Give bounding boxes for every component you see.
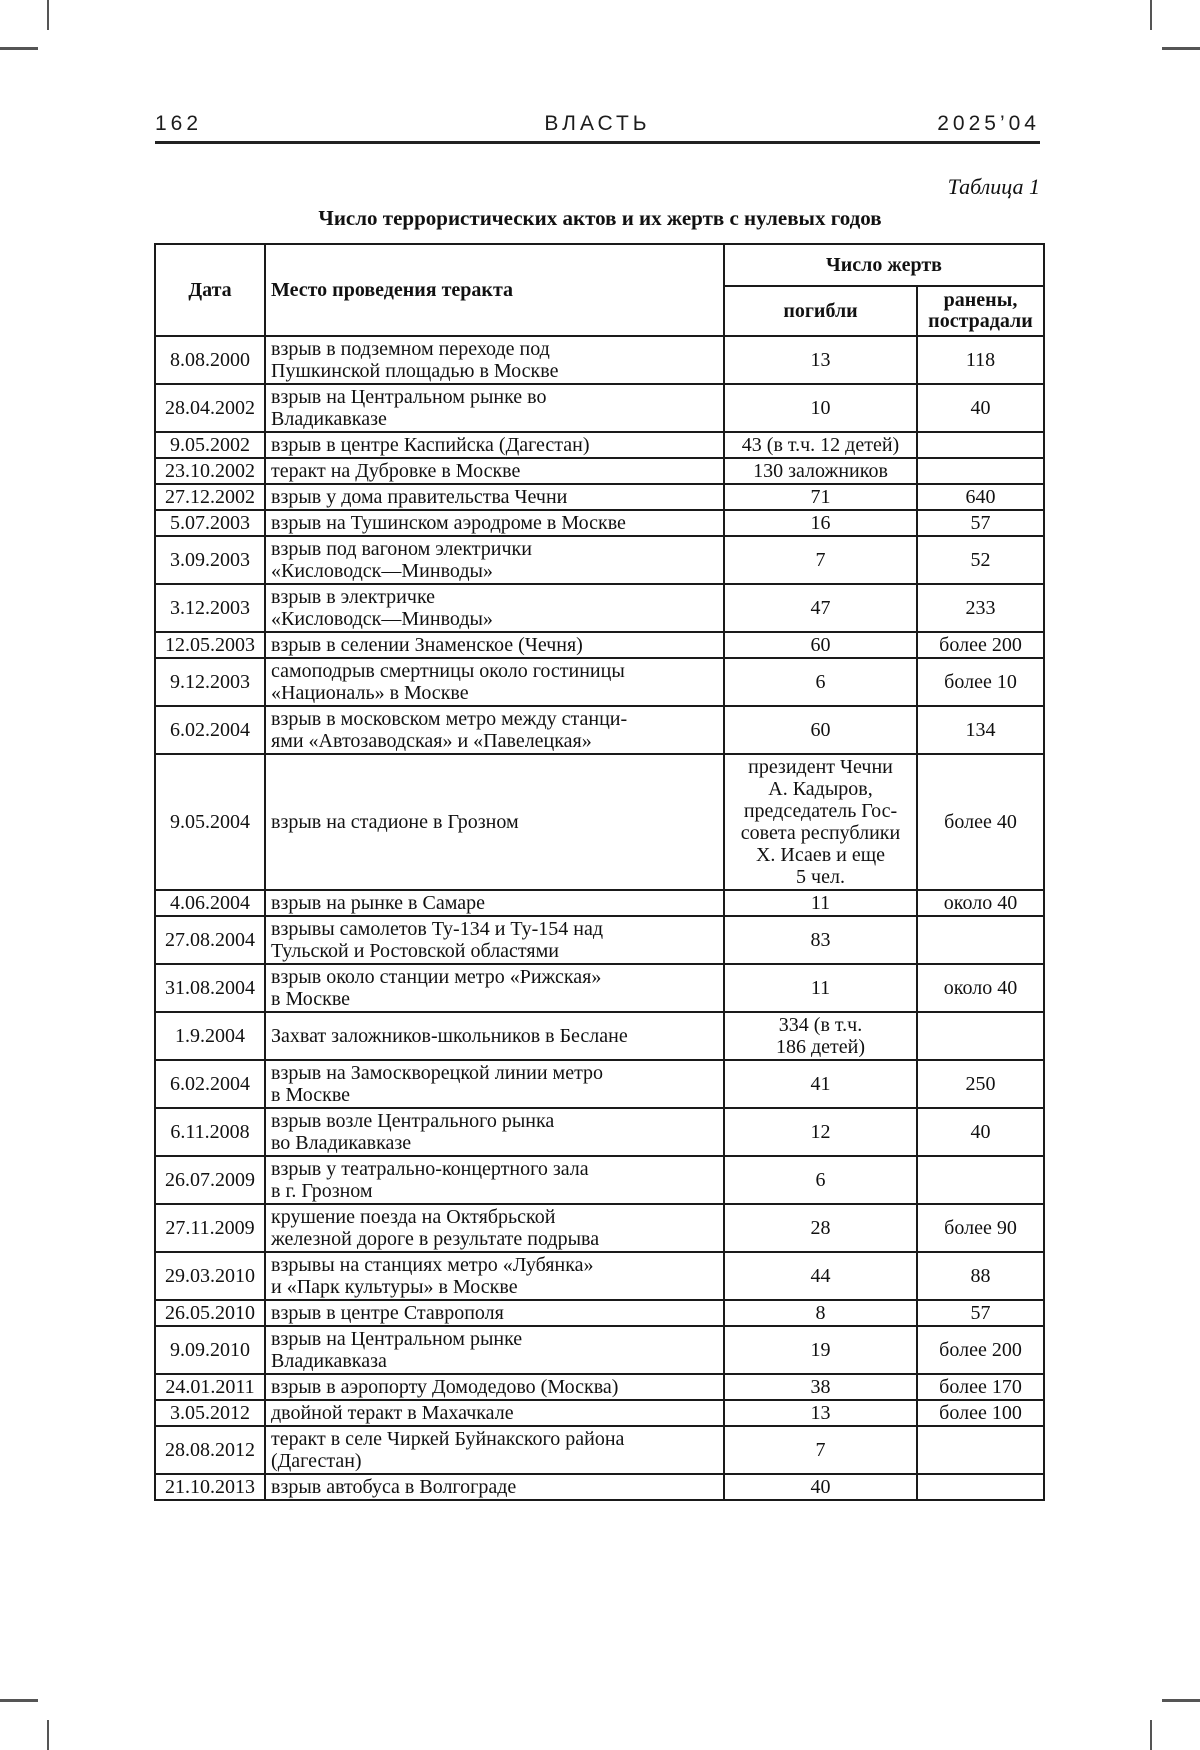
cell-died: 19 <box>724 1326 917 1374</box>
cell-date: 6.11.2008 <box>155 1108 265 1156</box>
cell-wounded: более 90 <box>917 1204 1044 1252</box>
cell-wounded: более 200 <box>917 632 1044 658</box>
cell-died: 41 <box>724 1060 917 1108</box>
table-row <box>155 536 1044 584</box>
cell-died: 40 <box>724 1474 917 1500</box>
table-row <box>155 458 1044 484</box>
cell-wounded: 118 <box>917 336 1044 384</box>
cell-died: 60 <box>724 632 917 658</box>
column-header-wounded: ранены, пострадали <box>917 286 1044 336</box>
table-row <box>155 484 1044 510</box>
cell-died: 71 <box>724 484 917 510</box>
cell-place: теракт в селе Чиркей Буйнакского района (Дагестан) <box>265 1426 724 1474</box>
cell-date: 27.11.2009 <box>155 1204 265 1252</box>
cell-place: взрыв в аэропорту Домодедово (Москва) <box>265 1374 724 1400</box>
cell-wounded: 57 <box>917 510 1044 536</box>
cell-place: взрыв автобуса в Волгограде <box>265 1474 724 1500</box>
cell-wounded <box>917 1012 1044 1060</box>
cell-wounded: более 10 <box>917 658 1044 706</box>
cell-died: 43 (в т.ч. 12 детей) <box>724 432 917 458</box>
cell-place: взрыв в селении Знаменское (Чечня) <box>265 632 724 658</box>
cell-wounded: 250 <box>917 1060 1044 1108</box>
cell-place: взрыв в подземном переходе под Пушкинской площадью в Москве <box>265 336 724 384</box>
cell-place: взрыв в московском метро между станци- ями «Автозаводская» и «Павелецкая» <box>265 706 724 754</box>
cell-date: 27.12.2002 <box>155 484 265 510</box>
cell-wounded: 640 <box>917 484 1044 510</box>
cell-date: 27.08.2004 <box>155 916 265 964</box>
cell-died: 130 заложников <box>724 458 917 484</box>
cell-died: 10 <box>724 384 917 432</box>
table-row <box>155 1060 1044 1108</box>
cell-wounded <box>917 432 1044 458</box>
cell-place: самоподрыв смертницы около гостиницы «Националь» в Москве <box>265 658 724 706</box>
cell-date: 6.02.2004 <box>155 1060 265 1108</box>
cell-wounded: более 170 <box>917 1374 1044 1400</box>
cell-died: президент Чечни А. Кадыров, председатель Гос- совета республики Х. Исаев и еще 5 чел. <box>724 754 917 890</box>
table-row <box>155 1012 1044 1060</box>
table-row <box>155 1300 1044 1326</box>
column-header-date: Дата <box>155 244 265 336</box>
cell-died: 12 <box>724 1108 917 1156</box>
cell-date: 1.9.2004 <box>155 1012 265 1060</box>
column-header-died: погибли <box>724 286 917 336</box>
cell-place: взрывы на станциях метро «Лубянка» и «Парк культуры» в Москве <box>265 1252 724 1300</box>
cell-date: 9.05.2002 <box>155 432 265 458</box>
crop-mark-top-right-vertical <box>1150 0 1152 30</box>
cell-date: 31.08.2004 <box>155 964 265 1012</box>
cell-date: 24.01.2011 <box>155 1374 265 1400</box>
cell-wounded <box>917 916 1044 964</box>
cell-wounded <box>917 1426 1044 1474</box>
cell-died: 83 <box>724 916 917 964</box>
cell-date: 5.07.2003 <box>155 510 265 536</box>
cell-date: 9.09.2010 <box>155 1326 265 1374</box>
table-row <box>155 384 1044 432</box>
table-row <box>155 1252 1044 1300</box>
cell-wounded: 233 <box>917 584 1044 632</box>
terror-acts-table <box>154 243 1045 1501</box>
table-row <box>155 1374 1044 1400</box>
cell-place: взрыв возле Центрального рынка во Владикавказе <box>265 1108 724 1156</box>
cell-died: 11 <box>724 964 917 1012</box>
cell-died: 6 <box>724 1156 917 1204</box>
cell-wounded: 134 <box>917 706 1044 754</box>
cell-place: взрыв на Центральном рынке Владикавказа <box>265 1326 724 1374</box>
cell-wounded <box>917 1474 1044 1500</box>
cell-place: взрыв на рынке в Самаре <box>265 890 724 916</box>
cell-place: взрыв под вагоном электрички «Кисловодск—Минводы» <box>265 536 724 584</box>
table-title: Число террористических актов и их жертв с нулевых годов <box>318 206 882 230</box>
cell-place: взрыв в центре Каспийска (Дагестан) <box>265 432 724 458</box>
cell-place: взрыв у театрально-концертного зала в г. Грозном <box>265 1156 724 1204</box>
cell-date: 26.07.2009 <box>155 1156 265 1204</box>
cell-place: взрыв в электричке «Кисловодск—Минводы» <box>265 584 724 632</box>
cell-died: 7 <box>724 1426 917 1474</box>
cell-died: 60 <box>724 706 917 754</box>
cell-place: взрыв на Тушинском аэродроме в Москве <box>265 510 724 536</box>
table-row <box>155 890 1044 916</box>
cell-wounded: около 40 <box>917 964 1044 1012</box>
running-head <box>155 112 1040 138</box>
crop-mark-top-left-vertical <box>47 0 49 30</box>
table-header <box>155 244 1044 336</box>
table-row <box>155 432 1044 458</box>
cell-date: 21.10.2013 <box>155 1474 265 1500</box>
cell-date: 9.12.2003 <box>155 658 265 706</box>
column-header-place: Место проведения теракта <box>265 244 724 336</box>
crop-mark-top-right-horizontal <box>1162 47 1200 50</box>
table-row <box>155 1156 1044 1204</box>
table-row <box>155 336 1044 384</box>
table-caption: Таблица 1 <box>947 174 1040 199</box>
page-number: 162 <box>155 112 203 135</box>
cell-date: 9.05.2004 <box>155 754 265 890</box>
cell-place: взрыв на стадионе в Грозном <box>265 754 724 890</box>
cell-place: теракт на Дубровке в Москве <box>265 458 724 484</box>
cell-died: 7 <box>724 536 917 584</box>
cell-date: 3.12.2003 <box>155 584 265 632</box>
cell-died: 28 <box>724 1204 917 1252</box>
table-row <box>155 584 1044 632</box>
cell-place: взрыв на Центральном рынке во Владикавказе <box>265 384 724 432</box>
table-row <box>155 1108 1044 1156</box>
table-row <box>155 1474 1044 1500</box>
cell-wounded <box>917 1156 1044 1204</box>
cell-place: взрыв у дома правительства Чечни <box>265 484 724 510</box>
cell-died: 16 <box>724 510 917 536</box>
cell-died: 13 <box>724 1400 917 1426</box>
cell-place: взрыв на Замоскворецкой линии метро в Москве <box>265 1060 724 1108</box>
cell-died: 47 <box>724 584 917 632</box>
cell-died: 6 <box>724 658 917 706</box>
cell-date: 3.05.2012 <box>155 1400 265 1426</box>
crop-mark-bottom-left-horizontal <box>0 1699 38 1702</box>
table-row <box>155 1400 1044 1426</box>
cell-date: 29.03.2010 <box>155 1252 265 1300</box>
cell-died: 334 (в т.ч. 186 детей) <box>724 1012 917 1060</box>
cell-died: 44 <box>724 1252 917 1300</box>
cell-wounded: около 40 <box>917 890 1044 916</box>
table-row <box>155 510 1044 536</box>
cell-place: взрывы самолетов Ту-134 и Ту-154 над Тульской и Ростовской областями <box>265 916 724 964</box>
cell-place: двойной теракт в Махачкале <box>265 1400 724 1426</box>
issue-number: 2025’04 <box>937 112 1040 135</box>
cell-wounded: более 200 <box>917 1326 1044 1374</box>
cell-date: 6.02.2004 <box>155 706 265 754</box>
cell-wounded: 88 <box>917 1252 1044 1300</box>
cell-date: 8.08.2000 <box>155 336 265 384</box>
table-row <box>155 1204 1044 1252</box>
cell-died: 13 <box>724 336 917 384</box>
cell-date: 12.05.2003 <box>155 632 265 658</box>
cell-died: 38 <box>724 1374 917 1400</box>
header-rule <box>155 141 1040 144</box>
table-row <box>155 706 1044 754</box>
cell-date: 4.06.2004 <box>155 890 265 916</box>
cell-wounded: 57 <box>917 1300 1044 1326</box>
cell-wounded <box>917 458 1044 484</box>
table-row <box>155 754 1044 890</box>
cell-place: Захват заложников-школьников в Беслане <box>265 1012 724 1060</box>
cell-place: взрыв около станции метро «Рижская» в Москве <box>265 964 724 1012</box>
table-row <box>155 1426 1044 1474</box>
journal-name: ВЛАСТЬ <box>544 112 651 135</box>
table-row <box>155 964 1044 1012</box>
cell-wounded: 40 <box>917 1108 1044 1156</box>
crop-mark-bottom-left-vertical <box>47 1720 49 1750</box>
cell-place: взрыв в центре Ставрополя <box>265 1300 724 1326</box>
cell-date: 28.04.2002 <box>155 384 265 432</box>
cell-wounded: 40 <box>917 384 1044 432</box>
table-row <box>155 632 1044 658</box>
table-row <box>155 1326 1044 1374</box>
cell-date: 28.08.2012 <box>155 1426 265 1474</box>
crop-mark-bottom-right-horizontal <box>1162 1699 1200 1702</box>
cell-died: 8 <box>724 1300 917 1326</box>
table-row <box>155 916 1044 964</box>
cell-wounded: более 100 <box>917 1400 1044 1426</box>
cell-date: 26.05.2010 <box>155 1300 265 1326</box>
cell-wounded: 52 <box>917 536 1044 584</box>
cell-place: крушение поезда на Октябрьской железной дороге в результате подрыва <box>265 1204 724 1252</box>
cell-date: 23.10.2002 <box>155 458 265 484</box>
crop-mark-bottom-right-vertical <box>1150 1720 1152 1750</box>
cell-wounded: более 40 <box>917 754 1044 890</box>
cell-died: 11 <box>724 890 917 916</box>
cell-date: 3.09.2003 <box>155 536 265 584</box>
crop-mark-top-left-horizontal <box>0 47 38 50</box>
column-header-victims: Число жертв <box>724 244 1044 286</box>
table-row <box>155 658 1044 706</box>
table-body <box>155 336 1044 1500</box>
